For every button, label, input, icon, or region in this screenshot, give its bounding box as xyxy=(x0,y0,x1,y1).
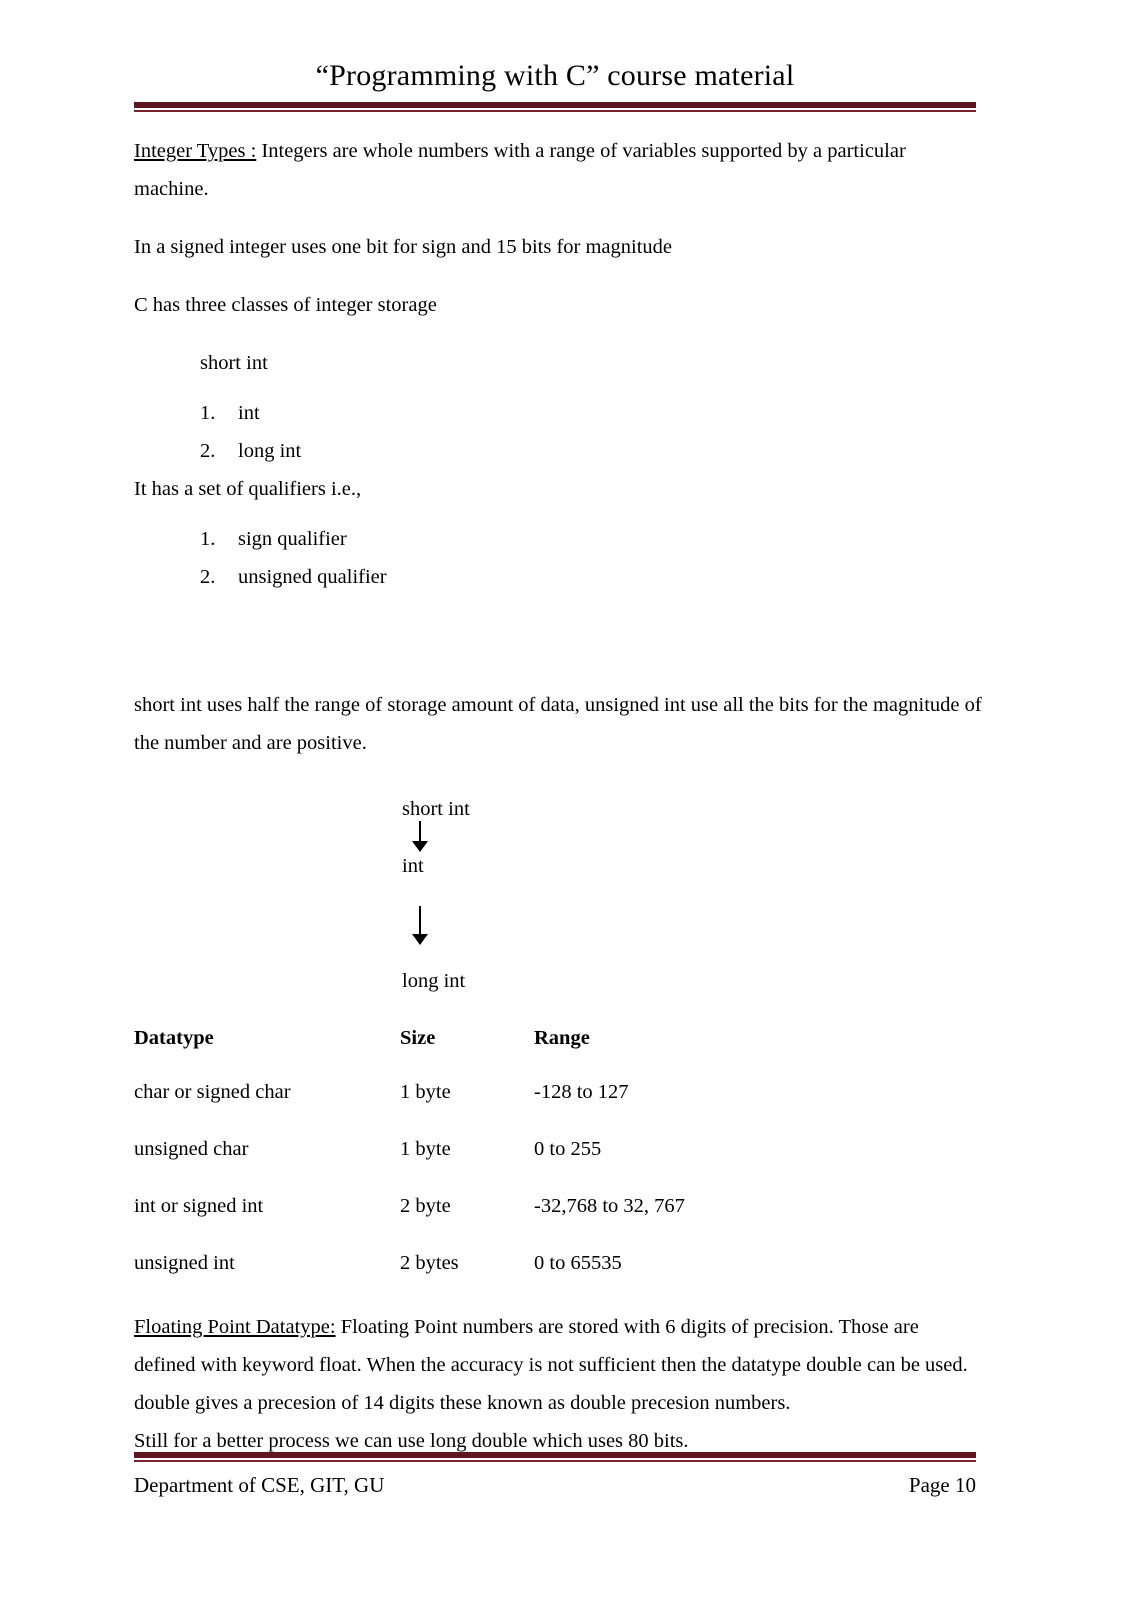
header-rule-thin xyxy=(134,110,976,112)
cell-datatype: unsigned int xyxy=(134,1252,235,1274)
document-title: “Programming with C” course material xyxy=(315,59,795,92)
footer-rule-thin xyxy=(134,1460,976,1462)
type-hierarchy-diagram xyxy=(134,796,984,1006)
arrow-shaft xyxy=(419,906,421,936)
list-item xyxy=(134,558,984,596)
column-header-datatype: Datatype xyxy=(134,1027,214,1049)
cell-datatype: int or signed int xyxy=(134,1195,264,1217)
down-arrow-icon xyxy=(411,821,429,853)
cell-size: 2 bytes xyxy=(400,1252,459,1274)
footer-page-number: Page 10 xyxy=(908,1473,976,1497)
integer-types-label: Integer Types : xyxy=(134,140,257,162)
cell-datatype: unsigned char xyxy=(134,1138,249,1160)
paragraph-integer-types xyxy=(134,132,984,208)
cell-datatype: char or signed char xyxy=(134,1081,291,1103)
storage-class-list xyxy=(134,394,984,470)
cell-size: 1 byte xyxy=(400,1081,451,1103)
diagram-label-int: int xyxy=(402,855,424,877)
arrow-head xyxy=(412,841,428,852)
diagram-label-long-int: long int xyxy=(402,970,466,992)
list-item-label: sign qualifier xyxy=(238,528,347,550)
list-item xyxy=(134,394,984,432)
down-arrow-icon xyxy=(411,906,429,948)
column-header-range: Range xyxy=(534,1027,590,1049)
paragraph-shortint-usage: short int uses half the range of storage amount of data, unsigned int use all the bits for the magnitude of the number and are positive. xyxy=(134,694,982,754)
list-item-label: long int xyxy=(238,440,302,462)
table-row xyxy=(134,1064,854,1121)
paragraph-qualifiers: It has a set of qualifiers i.e., xyxy=(134,478,362,500)
storage-short-int: short int xyxy=(200,352,268,374)
floating-point-label: Floating Point Datatype: xyxy=(134,1316,336,1338)
list-item xyxy=(134,520,984,558)
floating-point-section xyxy=(134,1308,984,1460)
page-footer xyxy=(134,1452,976,1500)
page-header xyxy=(134,56,976,112)
list-item-number: 1. xyxy=(200,528,216,550)
column-header-size: Size xyxy=(400,1027,436,1049)
footer-department: Department of CSE, GIT, GU xyxy=(134,1473,385,1497)
integer-types-text: Integers are whole numbers with a range of variables supported by a particular machine. xyxy=(134,140,906,200)
paragraph-three-classes: C has three classes of integer storage xyxy=(134,294,437,316)
footer-rule-thick xyxy=(134,1452,976,1458)
table-row xyxy=(134,1178,854,1235)
arrow-shaft xyxy=(419,821,421,843)
arrow-head xyxy=(412,934,428,945)
list-item-number: 2. xyxy=(200,566,216,588)
cell-size: 2 byte xyxy=(400,1195,451,1217)
paragraph-signed-integer: In a signed integer uses one bit for sign and 15 bits for magnitude xyxy=(134,236,673,258)
paragraph-long-double: Still for a better process we can use long double which uses 80 bits. xyxy=(134,1430,689,1452)
footer-row xyxy=(134,1470,976,1500)
diagram-label-short-int: short int xyxy=(402,798,470,820)
cell-range: 0 to 65535 xyxy=(534,1252,622,1274)
table-header-row xyxy=(134,1012,854,1064)
datatype-table xyxy=(134,1012,854,1292)
table-row xyxy=(134,1121,854,1178)
cell-range: -32,768 to 32, 767 xyxy=(534,1195,685,1217)
paragraph-floating-point xyxy=(134,1308,984,1422)
floating-point-text: Floating Point numbers are stored with 6 digits of precision. Those are defined with keyword float. When the accuracy is not sufficient then the datatype double can be used. double gives a precesion of 14 digits these known as double precesion numbers. xyxy=(134,1316,968,1414)
qualifier-list xyxy=(134,520,984,596)
list-item-number: 2. xyxy=(200,440,216,462)
list-item-label: unsigned qualifier xyxy=(238,566,387,588)
header-rule-thick xyxy=(134,102,976,108)
cell-range: 0 to 255 xyxy=(534,1138,602,1160)
document-body xyxy=(134,132,984,1460)
cell-range: -128 to 127 xyxy=(534,1081,629,1103)
table-row xyxy=(134,1235,854,1292)
list-item-number: 1. xyxy=(200,402,216,424)
cell-size: 1 byte xyxy=(400,1138,451,1160)
list-item xyxy=(134,432,984,470)
list-item-label: int xyxy=(238,402,260,424)
